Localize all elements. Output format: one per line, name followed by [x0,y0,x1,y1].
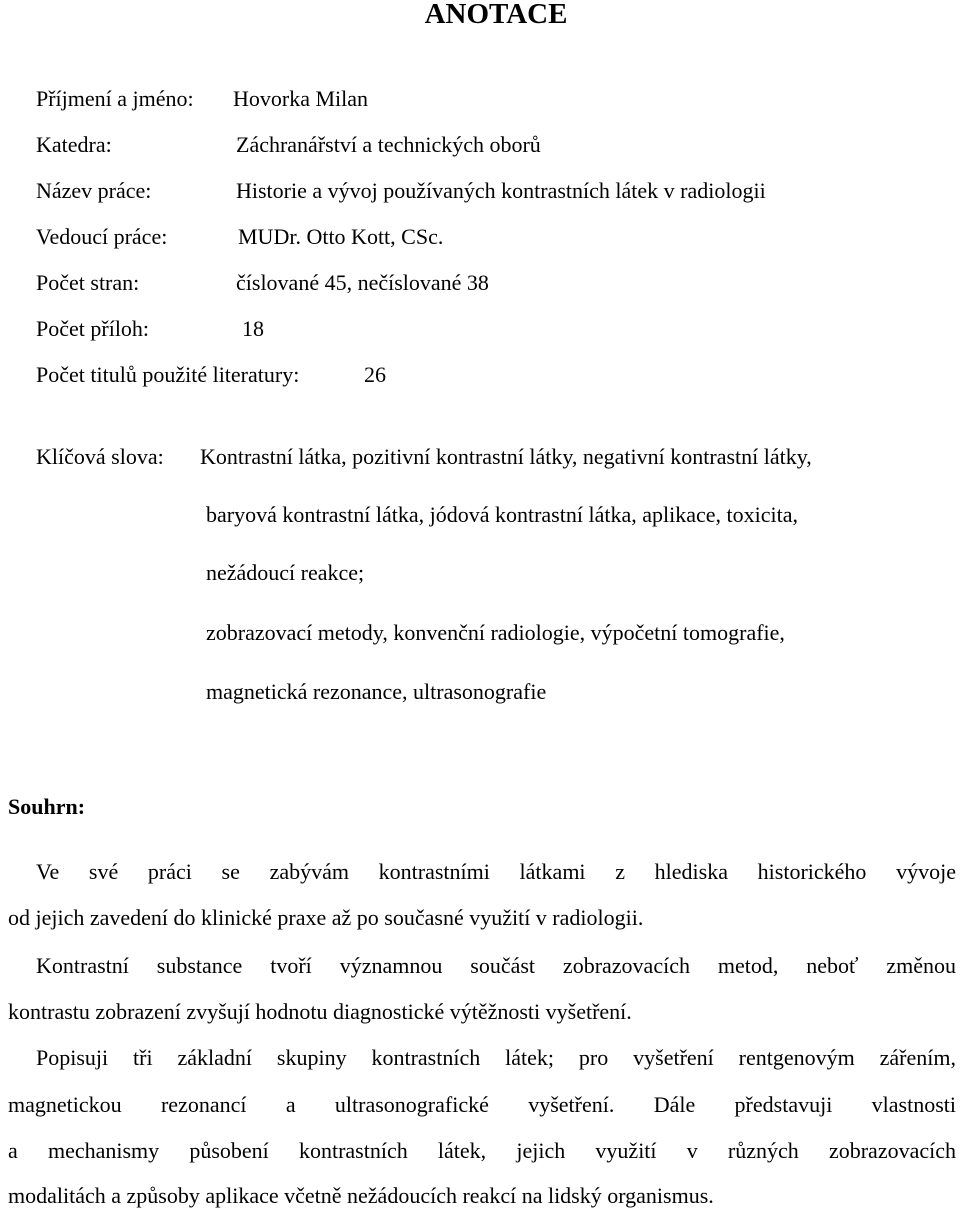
keywords-line-4: zobrazovací metody, konvenční radiologie, výpočetní tomografie, [206,620,785,645]
summary-p3-line-4: modalitách a způsoby aplikace včetně nežádoucích reakcí na lidský organismus. [8,1183,714,1208]
summary-p3-line-3: a mechanismy působení kontrastních látek, jejich využití v různých zobrazovacích [8,1138,956,1163]
summary-p2-line-1: Kontrastní substance tvoří významnou součást zobrazovacích metod, neboť změnou [36,953,956,978]
page-title: ANOTACE [424,0,568,30]
keywords-label: Klíčová slova: [36,444,164,469]
name-value: Hovorka Milan [233,86,369,111]
references-label: Počet titulů použité literatury: [36,362,300,387]
keywords-line-2: baryová kontrastní látka, jódová kontrastní látka, aplikace, toxicita, [206,502,798,527]
summary-p3-line-2: magnetickou rezonancí a ultrasonografické vyšetření. Dále představuji vlastnosti [8,1092,956,1117]
summary-p1-line-1: Ve své práci se zabývám kontrastními látkami z hlediska historického vývoje [36,859,956,884]
summary-p1-line-2: od jejich zavedení do klinické praxe až po současné využití v radiologii. [8,905,644,930]
department-label: Katedra: [36,132,112,157]
keywords-line-1: Kontrastní látka, pozitivní kontrastní látky, negativní kontrastní látky, [200,444,812,469]
department-value: Záchranářství a technických oborů [236,132,541,157]
attachments-label: Počet příloh: [36,316,150,341]
attachments-value: 18 [242,316,264,341]
name-label: Příjmení a jméno: [36,86,194,111]
thesis-label: Název práce: [36,178,152,203]
thesis-value: Historie a vývoj používaných kontrastních látek v radiologii [236,178,766,203]
summary-p3-line-1: Popisuji tři základní skupiny kontrastních látek; pro vyšetření rentgenovým zářením, [36,1045,956,1070]
pages-label: Počet stran: [36,270,140,295]
supervisor-value: MUDr. Otto Kott, CSc. [238,224,444,249]
keywords-line-5: magnetická rezonance, ultrasonografie [206,679,547,704]
summary-heading: Souhrn: [8,794,86,819]
pages-value: číslované 45, nečíslované 38 [236,270,489,295]
keywords-line-3: nežádoucí reakce; [206,560,365,585]
references-value: 26 [364,362,386,387]
summary-p2-line-2: kontrastu zobrazení zvyšují hodnotu diagnostické výtěžnosti vyšetření. [8,999,632,1024]
supervisor-label: Vedoucí práce: [36,224,168,249]
